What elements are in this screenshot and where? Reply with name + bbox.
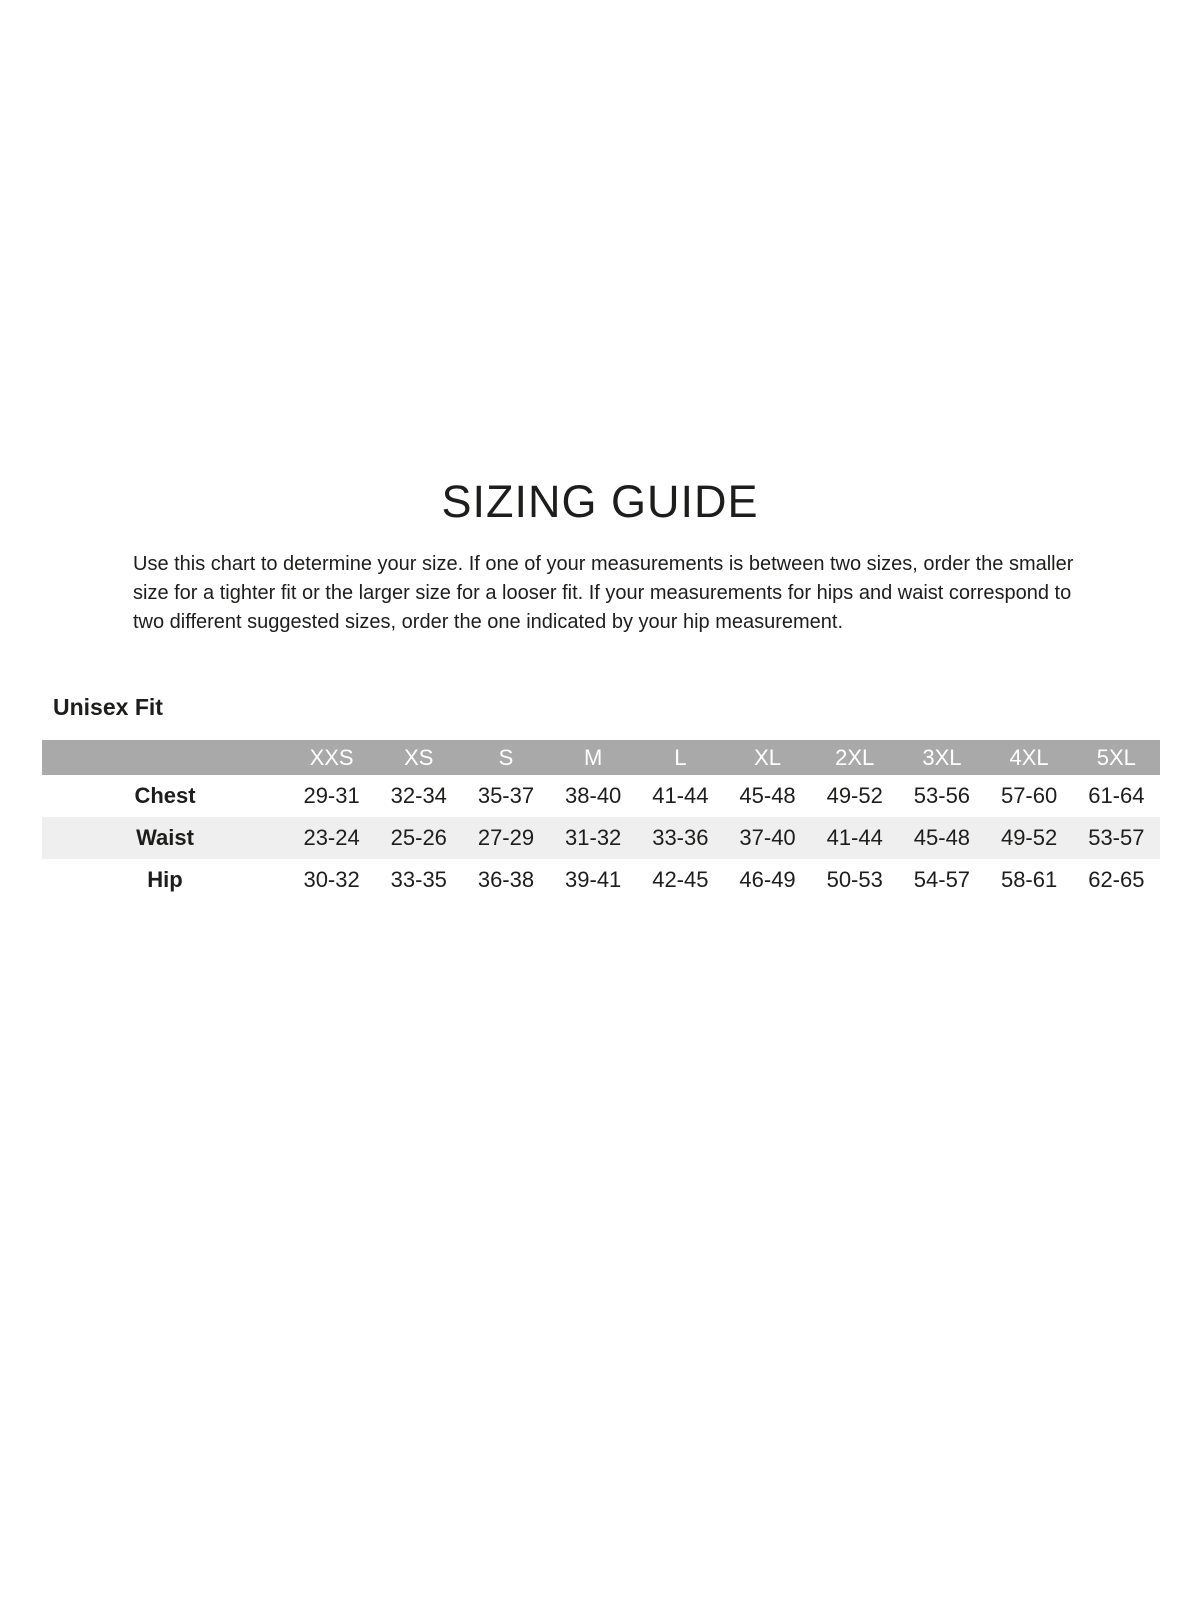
chest-m: 38-40 [565, 783, 622, 808]
size-header-4xl: 4XL [986, 740, 1073, 775]
waist-xl: 37-40 [739, 825, 796, 850]
size-header-s: S [462, 740, 549, 775]
size-header-xl: XL [724, 740, 811, 775]
size-header-xs: XS [375, 740, 462, 775]
chest-xs: 32-34 [390, 783, 447, 808]
hip-4xl: 58-61 [1000, 867, 1058, 892]
chest-xl: 45-48 [739, 783, 796, 808]
row-label-chest: Chest [134, 783, 196, 808]
row-label-hip: Hip [147, 867, 183, 892]
sizing-table [42, 740, 1160, 901]
size-header-corner [42, 740, 288, 775]
hip-3xl: 54-57 [913, 867, 971, 892]
intro-paragraph [133, 550, 1073, 637]
size-header-l: L [637, 740, 724, 775]
size-header-5xl: 5XL [1073, 740, 1160, 775]
chest-s: 35-37 [477, 783, 535, 808]
waist-3xl: 45-48 [913, 825, 971, 850]
waist-s: 27-29 [477, 825, 535, 850]
chest-xxs: 29-31 [303, 783, 360, 808]
intro-line-1: Use this chart to determine your size. If one of your measurements is between two sizes, order the smaller [133, 553, 1074, 575]
size-header-row [42, 740, 1160, 775]
chest-3xl: 53-56 [913, 783, 971, 808]
waist-xs: 25-26 [390, 825, 447, 850]
waist-5xl: 53-57 [1088, 825, 1145, 850]
table-row-hip [42, 859, 1160, 901]
table-row-chest [42, 775, 1160, 817]
row-label-waist: Waist [136, 825, 194, 850]
hip-xs: 33-35 [390, 867, 447, 892]
chest-4xl: 57-60 [1000, 783, 1058, 808]
hip-xxs: 30-32 [303, 867, 360, 892]
table-row-waist [42, 817, 1160, 859]
hip-s: 36-38 [477, 867, 535, 892]
hip-5xl: 62-65 [1088, 867, 1145, 892]
waist-4xl: 49-52 [1000, 825, 1058, 850]
hip-2xl: 50-53 [826, 867, 883, 892]
chest-5xl: 61-64 [1088, 783, 1145, 808]
hip-m: 39-41 [565, 867, 622, 892]
size-header-3xl: 3XL [898, 740, 985, 775]
intro-line-3: two different suggested sizes, order the one indicated by your hip measurement. [133, 611, 844, 633]
waist-l: 33-36 [652, 825, 709, 850]
hip-xl: 46-49 [739, 867, 796, 892]
chest-l: 41-44 [652, 783, 709, 808]
waist-xxs: 23-24 [303, 825, 360, 850]
chest-2xl: 49-52 [826, 783, 883, 808]
waist-2xl: 41-44 [826, 825, 883, 850]
size-header-m: M [550, 740, 637, 775]
size-header-xxs: XXS [288, 740, 375, 775]
page-title: SIZING GUIDE [441, 476, 759, 527]
section-heading-unisex-fit: Unisex Fit [53, 694, 163, 720]
intro-line-2: size for a tighter fit or the larger size for a looser fit. If your measurements for hips and waist correspond to [133, 582, 1072, 604]
waist-m: 31-32 [565, 825, 622, 850]
hip-l: 42-45 [652, 867, 709, 892]
size-header-2xl: 2XL [811, 740, 898, 775]
